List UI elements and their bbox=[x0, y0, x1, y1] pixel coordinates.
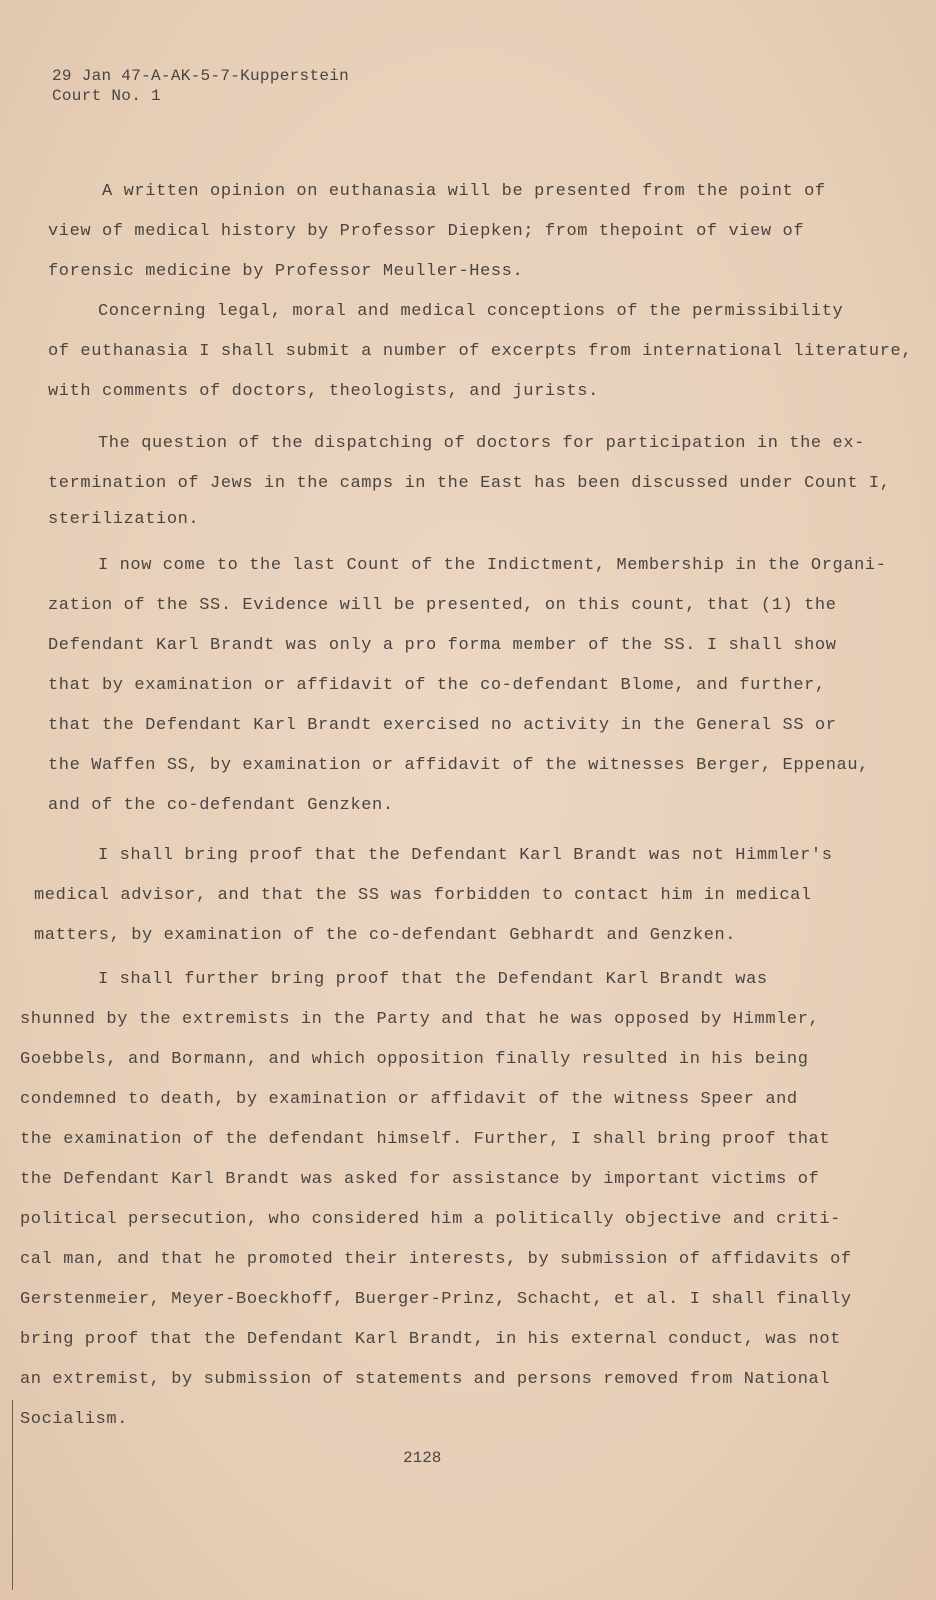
text-line: that by examination or affidavit of the co-defendant Blome, and further, bbox=[48, 676, 826, 695]
margin-line bbox=[12, 1400, 13, 1590]
document-header bbox=[52, 66, 349, 106]
text-line: Defendant Karl Brandt was only a pro forma member of the SS. I shall show bbox=[48, 636, 837, 655]
text-line: Concerning legal, moral and medical conceptions of the permissibility bbox=[98, 302, 844, 321]
text-line: matters, by examination of the co-defendant Gebhardt and Genzken. bbox=[34, 926, 737, 945]
text-line: A written opinion on euthanasia will be presented from the point of bbox=[102, 182, 826, 201]
text-line: Socialism. bbox=[20, 1410, 129, 1429]
text-line: Gerstenmeier, Meyer-Boeckhoff, Buerger-Prinz, Schacht, et al. I shall finally bbox=[20, 1290, 852, 1309]
text-line: sterilization. bbox=[48, 510, 200, 529]
text-line: bring proof that the Defendant Karl Brandt, in his external conduct, was not bbox=[20, 1330, 841, 1349]
text-line: that the Defendant Karl Brandt exercised no activity in the General SS or bbox=[48, 716, 837, 735]
text-line: the Defendant Karl Brandt was asked for assistance by important victims of bbox=[20, 1170, 820, 1189]
text-line: shunned by the extremists in the Party and that he was opposed by Himmler, bbox=[20, 1010, 820, 1029]
text-line: condemned to death, by examination or affidavit of the witness Speer and bbox=[20, 1090, 798, 1109]
text-line: the examination of the defendant himself. Further, I shall bring proof that bbox=[20, 1130, 831, 1149]
text-line: termination of Jews in the camps in the East has been discussed under Count I, bbox=[48, 474, 891, 493]
text-line: Goebbels, and Bormann, and which opposition finally resulted in his being bbox=[20, 1050, 809, 1069]
text-line: the Waffen SS, by examination or affidavit of the witnesses Berger, Eppenau, bbox=[48, 756, 869, 775]
text-line: and of the co-defendant Genzken. bbox=[48, 796, 394, 815]
text-line: forensic medicine by Professor Meuller-Hess. bbox=[48, 262, 524, 281]
header-line-1: 29 Jan 47-A-AK-5-7-Kupperstein bbox=[52, 67, 350, 85]
text-line: view of medical history by Professor Diepken; from thepoint of view of bbox=[48, 222, 805, 241]
text-line: with comments of doctors, theologists, and jurists. bbox=[48, 382, 599, 401]
text-line: cal man, and that he promoted their interests, by submission of affidavits of bbox=[20, 1250, 852, 1269]
text-line: an extremist, by submission of statements and persons removed from National bbox=[20, 1370, 831, 1389]
text-line: I shall bring proof that the Defendant Karl Brandt was not Himmler's bbox=[98, 846, 833, 865]
text-line: I now come to the last Count of the Indictment, Membership in the Organi- bbox=[98, 556, 887, 575]
header-line-2: Court No. 1 bbox=[52, 87, 161, 105]
text-line: medical advisor, and that the SS was forbidden to contact him in medical bbox=[34, 886, 812, 905]
text-line: The question of the dispatching of doctors for participation in the ex- bbox=[98, 434, 865, 453]
text-line: political persecution, who considered him a politically objective and criti- bbox=[20, 1210, 841, 1229]
page-number: 2128 bbox=[403, 1449, 442, 1467]
text-line: I shall further bring proof that the Defendant Karl Brandt was bbox=[98, 970, 768, 989]
text-line: of euthanasia I shall submit a number of excerpts from international literature, bbox=[48, 342, 913, 361]
text-line: zation of the SS. Evidence will be presented, on this count, that (1) the bbox=[48, 596, 837, 615]
